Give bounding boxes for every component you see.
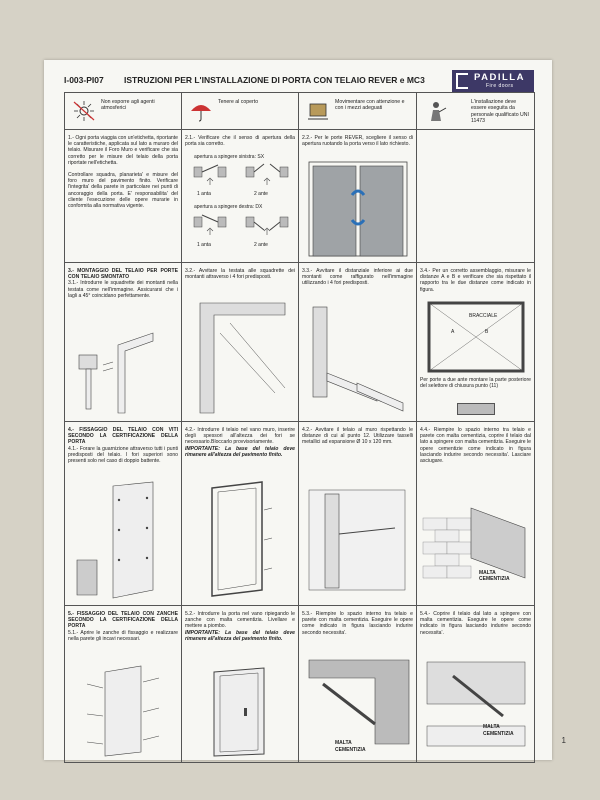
icon-cell-installer: [417, 93, 535, 130]
step-3-4-note: Per porte a due ante montare la parte posteriore del selettore di chiusura punto (11): [420, 377, 531, 390]
umbrella-icon: [188, 99, 214, 123]
opening-left-diagram: [190, 161, 290, 187]
row-3: [65, 422, 535, 606]
square-frame-diagram: [423, 297, 529, 375]
sun-icon: [71, 99, 97, 123]
instruction-grid: [64, 92, 535, 763]
step-4-4-cell: [417, 422, 535, 606]
icon-text: Non esporre agli agenti atmosferici: [101, 99, 155, 112]
row-4: [65, 606, 535, 763]
step-5-3-cell: [299, 606, 417, 763]
hammer-frame-diagram: [73, 325, 173, 415]
icons-row: [65, 93, 535, 130]
step-2-1-cell: [182, 130, 299, 263]
screw-anchor-diagram: [305, 484, 409, 600]
spacer-diagram: [307, 303, 409, 415]
worker-icon: [423, 99, 449, 123]
icon-cell-handling: [299, 93, 417, 130]
mortar-wall-diagram: [421, 498, 529, 598]
step-4-2a-important: IMPORTANTE: La base del telaio deve rimanere all'altezza del pavimento finito.: [185, 445, 295, 458]
step-5-2-text: 5.2.- Introdurre la porta nel vano ripiegando le zanche con malta cementizia. Livellare e mettere a piombo.: [185, 611, 295, 630]
label-1-anta: 1 anta: [197, 191, 211, 197]
step-2-2-text: 2.2.- Per le porte REVER, scegliere il senso di apertura ruotando la porta verso il lato richiesto.: [302, 135, 413, 148]
step-4-2b-text: 4.2.- Avvitare il telaio al muro rispettando le distanze di cui al punto 12. Utilizzare tasselli metallici ad espansione Ø 10 x 120 mm.: [302, 427, 413, 446]
step-5-4-cell: [417, 606, 535, 763]
label-2-ante: 2 ante: [254, 242, 268, 248]
step-5-title: 5.- FISSAGGIO DEL TELAIO CON ZANCHE SECONDO LA CERTIFICAZIONE DELLA PORTA: [68, 611, 178, 630]
doc-code: I-003-PI07: [64, 75, 104, 85]
step-3-2-cell: [182, 263, 299, 422]
row-1: [65, 130, 535, 263]
frame-in-wall-diagram: [192, 480, 290, 600]
label-b: B: [485, 329, 489, 335]
frame-corner-diagram: [190, 293, 292, 415]
label-left-opening: apertura a spingere sinistra: SX: [194, 154, 265, 160]
label-cementizia: CEMENTIZIA: [335, 747, 366, 753]
step-5-4-text: 5.4.- Coprire il telaio dal lato a spingere con malta cementizia. Eseguire le opere come indicato in figura lasciando indurire secondo necessita'.: [420, 611, 531, 636]
step-2-2-cell: [299, 130, 417, 263]
label-malta: MALTA: [335, 740, 352, 746]
handling-icon: [305, 99, 331, 123]
step-4-1-text: 4.1.- Forare la guarnizione attraverso tutti i punti predisposti del telaio. I fori superiori sono presenti solo nel caso di doppio battente.: [68, 445, 178, 465]
frame-holes-diagram: [73, 480, 173, 600]
label-cementizia: CEMENTIZIA: [483, 731, 514, 737]
door-in-opening-diagram: [194, 666, 288, 758]
cover-frame-diagram: [423, 656, 529, 758]
row-2: [65, 263, 535, 422]
step-5-3-text: 5.3.- Riempire lo spazio interno tra telaio e parete con malta cementizia. Eseguire le opere come indicato in figura lasciando indurire secondo necessita'.: [302, 611, 413, 636]
step-1-text: 1.- Ogni porta viaggia con un'etichetta, riportante le caratteristiche, applicata sul lato a muraro del telaio. Misurare il Foro Muro e verificare che sia corretto per le misure del telaio della porta riportate nell'etichetta.: [68, 135, 178, 166]
icon-text: Movimentare con attenzione e con i mezzi adeguati: [335, 99, 405, 112]
step-3-3-text: 3.3.- Avvitare il distanziale inferiore ai due montanti come raffigurato nell'immagine utilizzando i 4 fori predisposti.: [302, 268, 413, 287]
step-5-2-cell: [182, 606, 299, 763]
logo-mark-icon: [456, 73, 468, 89]
blank-cell: [417, 130, 535, 263]
label-2-ante: 2 ante: [254, 191, 268, 197]
step-4-2a-cell: [182, 422, 299, 606]
header: [64, 70, 534, 92]
double-door-diagram: [307, 160, 409, 258]
step-1-cell: [65, 130, 182, 263]
step-3-4-text: 3.4.- Per un corretto assemblaggio, misurare le distanze A e B e verificare che sia rispettato il rapporto tra le due distanze come indicato in figura.: [420, 268, 531, 293]
logo-subtitle: Fire doors: [486, 83, 514, 89]
label-malta: MALTA: [483, 724, 500, 730]
instruction-sheet: [44, 60, 552, 760]
step-2-1-text: 2.1.- Verificare che il senso di apertura della porta sia corretto.: [185, 135, 295, 148]
step-4-cell: [65, 422, 182, 606]
label-right-opening: apertura a spingere destra: DX: [194, 204, 263, 210]
step-1-note: Controllare squadra, planarieta' e misure del foro muro del pavimento finito. Verificare l'integrita' della parete in particolare nei punti di ancoraggio della porta. E' responsabilita' del cliente l'esecuzione delle opere murarie in conformita alla normativa vigente.: [68, 172, 178, 210]
step-5-1-text: 5.1.- Aprire le zanche di fissaggio e realizzare nella parete gli incavi necessari.: [68, 629, 178, 642]
step-4-2a-text: 4.2.- Introdurre il telaio nel vano muro, inserire degli spessori all'altezza dei fori se necessario.Bloccarlo provvisoriamente.: [185, 427, 295, 446]
step-4-2b-cell: [299, 422, 417, 606]
step-5-2-important: IMPORTANTE: La base del telaio deve rimanere all'altezza del pavimento finito.: [185, 629, 295, 642]
label-bracciale: BRACCIALE: [469, 313, 498, 319]
step-3-4-cell: [417, 263, 535, 422]
label-1-anta: 1 anta: [197, 242, 211, 248]
step-3-cell: [65, 263, 182, 422]
step-3-1-text: 3.1.- Introdurre le squadrette dei montanti nella testata come nell'immagine. Assicurarsi che i lagli a 45° coincidano perfettamente.: [68, 280, 178, 299]
icon-text: L'installazione deve essere eseguita da personale qualificato UNI 11473: [471, 99, 529, 125]
logo-brand: PADILLA: [474, 72, 525, 83]
opening-right-diagram: [190, 211, 290, 237]
step-3-3-cell: [299, 263, 417, 422]
label-a: A: [451, 329, 455, 335]
company-logo: [452, 70, 534, 92]
step-4-title: 4.- FISSAGGIO DEL TELAIO CON VITI SECONDO LA CERTIFICAZIONE DELLA PORTA: [68, 427, 178, 446]
doc-title: ISTRUZIONI PER L'INSTALLAZIONE DI PORTA CON TELAIO REVER e MC3: [124, 75, 425, 85]
step-3-2-text: 3.2.- Avvitare la testata alle squadrette dei montanti attraverso i 4 fori predisposti.: [185, 268, 295, 281]
label-malta-cementizia: MALTA CEMENTIZIA: [479, 570, 510, 582]
page-number: 1: [561, 736, 566, 745]
step-3-title: 3.- MONTAGGIO DEL TELAIO PER PORTE CON TELAIO SMONTATO: [68, 268, 178, 281]
mortar-fill-diagram: [305, 654, 411, 758]
selector-image: [457, 403, 495, 415]
step-4-4-text: 4.4.- Riempire lo spazio interno tra telaio e parete con malta cementizia, coprire il telaio dal lato a spingere con malta cementizia. Eseguire le opere cementizie come indicato in figura lasciando indurire secondo necessita'. Lasciare asciugare.: [420, 427, 531, 465]
anchor-holes-diagram: [75, 664, 173, 758]
icon-cell-weather: [65, 93, 182, 130]
icon-cell-cover: [182, 93, 299, 130]
icon-text: Tenere al coperto: [218, 99, 259, 105]
step-5-cell: [65, 606, 182, 763]
